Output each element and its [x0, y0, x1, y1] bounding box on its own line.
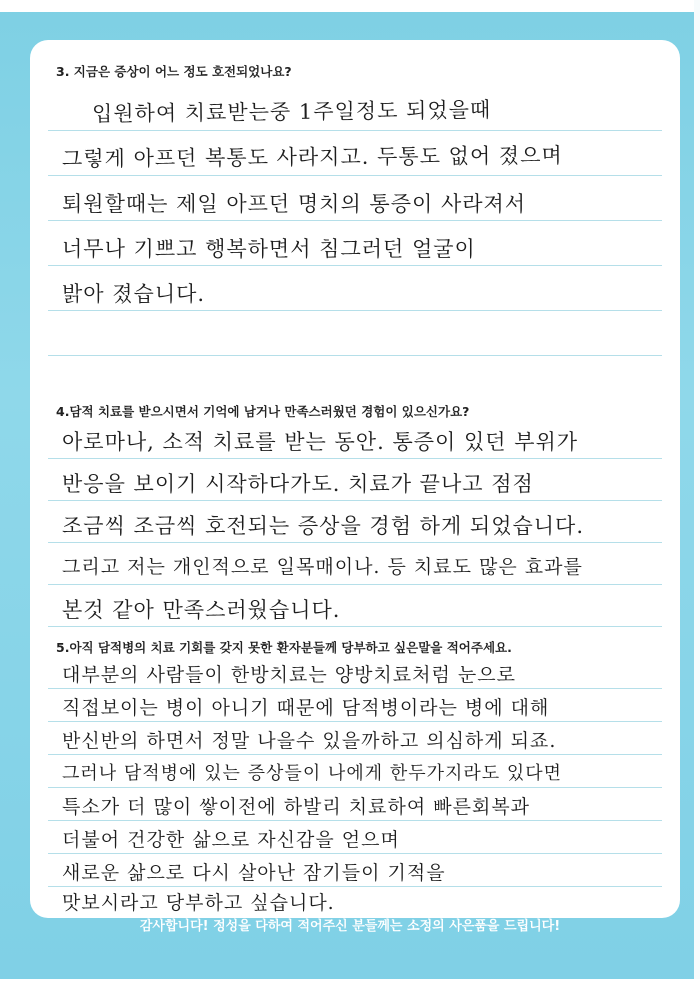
- answer-line: 조금씩 조금씩 호전되는 증상을 경험 하게 되었습니다.: [62, 514, 585, 538]
- answer-line: 특소가 더 많이 쌓이전에 하발리 치료하여 빠른회복과: [62, 796, 531, 818]
- section-q4: [30, 400, 680, 640]
- answer-rule: [48, 542, 662, 543]
- answer-area-q3: [48, 90, 662, 390]
- answer-line: 반응을 보이기 시작하다가도. 치료가 끝나고 점점: [62, 472, 534, 496]
- answer-line: 아로마나, 소적 치료를 받는 동안. 통증이 있던 부위가: [62, 430, 579, 454]
- answer-rule: [48, 721, 662, 722]
- section-q5: [30, 636, 680, 918]
- footer-thank-you-note: 감사합니다! 정성을 다하여 적어주신 분들께는 소정의 사은품을 드립니다!: [139, 919, 561, 934]
- page-bottom-margin: [0, 979, 700, 993]
- page-top-margin: [0, 0, 700, 12]
- question-4-heading: 4.담적 치료를 받으시면서 기억에 남거나 만족스러웠던 경험이 있으신가요?: [56, 404, 470, 419]
- answer-rule: [48, 220, 662, 221]
- answer-line: 그리고 저는 개인적으로 일목매이나. 등 치료도 많은 효과를: [62, 556, 583, 578]
- answer-rule: [48, 175, 662, 176]
- answer-line: 그렇게 아프던 복통도 사라지고. 두통도 없어 졌으며: [61, 143, 563, 171]
- answer-rule: [48, 130, 662, 131]
- answer-rule: [48, 458, 662, 459]
- section-q3: [30, 40, 680, 400]
- answer-line: 새로운 삶으로 다시 살아난 잠기들이 기적을: [62, 862, 446, 884]
- answer-line: 맛보시라고 당부하고 싶습니다.: [62, 892, 335, 914]
- question-5-heading: 5.아직 담적병의 치료 기회를 갖지 못한 환자분들께 당부하고 싶은말을 적어주세요.: [56, 640, 512, 655]
- answer-rule: [48, 886, 662, 887]
- answer-rule: [48, 820, 662, 821]
- answer-area-q4: [48, 424, 662, 634]
- answer-line: 더불어 건강한 삶으로 자신감을 얻으며: [62, 829, 400, 851]
- answer-area-q5: [48, 658, 662, 916]
- answer-line: 직접보이는 병이 아니기 때문에 담적병이라는 병에 대해: [62, 697, 550, 719]
- answer-line: 밝아 졌습니다.: [62, 282, 206, 306]
- question-3-heading: 3. 지금은 증상이 어느 정도 호전되었나요?: [56, 64, 292, 79]
- answer-rule: [48, 265, 662, 266]
- answer-rule: [48, 310, 662, 311]
- answer-line: 입원하여 치료받는중 1주일정도 되었을때: [91, 97, 492, 126]
- answer-line: 퇴원할때는 제일 아프던 명치의 통증이 사라져서: [62, 192, 527, 216]
- answer-line: 그러나 담적병에 있는 증상들이 나에게 한두가지라도 있다면: [62, 763, 563, 784]
- answer-rule: [48, 500, 662, 501]
- answer-rule: [48, 584, 662, 585]
- answer-line: 본것 같아 만족스러웠습니다.: [62, 598, 341, 622]
- survey-card: [30, 40, 680, 918]
- answer-rule: [48, 754, 662, 755]
- answer-line: 반신반의 하면서 정말 나을수 있을까하고 의심하게 되죠.: [62, 730, 557, 752]
- answer-rule: [48, 688, 662, 689]
- answer-line: 대부분의 사람들이 한방치료는 양방치료처럼 눈으로: [62, 664, 516, 686]
- answer-rule: [48, 355, 662, 356]
- answer-rule: [48, 626, 662, 627]
- answer-rule: [48, 787, 662, 788]
- page-right-margin: [694, 0, 700, 993]
- answer-rule: [48, 853, 662, 854]
- answer-line: 너무나 기쁘고 행복하면서 침그러던 얼굴이: [62, 237, 476, 261]
